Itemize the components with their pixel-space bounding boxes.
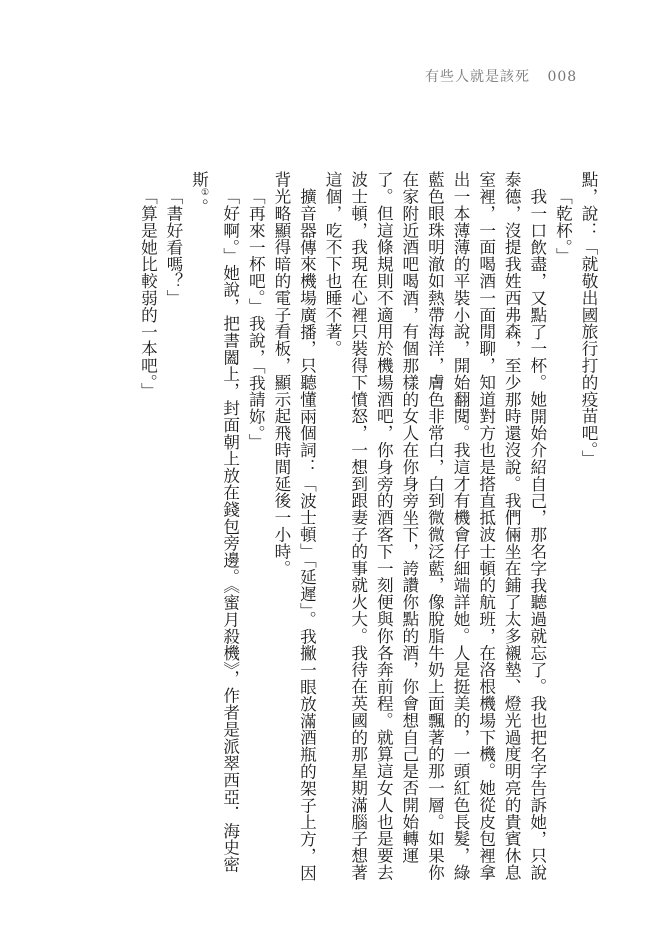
paragraph: 「再來一杯吧。」我說，「我請妳。」 xyxy=(246,187,266,450)
page-number: 008 xyxy=(547,69,578,85)
paragraph: 我一口飲盡，又點了一杯。她開始介紹自己，那名字我聽過就忘了。我也把名字告訴她，只說泰德，沒提我姓西弗森，至少那時還沒說。我們倆坐在鋪了太多襯墊、燈光過度明亮的貴賓休息室裡，一面喝酒一面閒聊，知道對方也是搭直抵波士頓的航班，在洛根機場下機。她從皮包裡拿出一本薄薄的平裝小說，開始翻閱。我這才有機會仔細端詳她。人是挺美的，一頭紅色長髮，綠藍色眼珠明澈如熱帶海洋，膚色非常白，白到微微泛藍，像脫脂牛奶上面飄著的那一層。如果你在家附近酒吧喝酒，有個那樣的女人在你身旁坐下，誇讚你點的酒，你會想自己是否開始轉運了。但這條規則不適用於機場酒吧，你身旁的酒客下一刻便與你各奔前程。就算這女人也是要去波士頓，我現在心裡只裝得下憤怒，一想到跟妻子的事就火大。我待在英國的那星期滿腦子想著這個，吃不下也睡不著。 xyxy=(323,171,547,881)
book-title: 有些人就是該死 xyxy=(425,69,530,85)
paragraph-with-footnote xyxy=(186,171,243,881)
paragraph-end: 。 xyxy=(189,198,209,216)
paragraph: 擴音器傳來機場廣播，只聽懂兩個詞：「波士頓」「延遲」。我撇一眼放滿酒瓶的架子上方，因背光略顯得暗的電子看板，顯示起飛時間延後一小時。 xyxy=(271,171,317,881)
paragraph-text: 「好啊。」她說，把書闔上，封面朝上放在錢包旁邊。《蜜月殺機》，作者是派翠西亞．海史密斯 xyxy=(189,171,240,873)
running-header xyxy=(425,66,600,86)
paragraph: 點，說：「就敬出國旅行打的疫苗吧。」 xyxy=(579,171,598,467)
paragraph: 「書好看嗎？」 xyxy=(163,187,183,306)
body-text xyxy=(61,171,601,881)
paragraph: 「乾杯。」 xyxy=(553,187,573,264)
footnote-mark: ① xyxy=(200,187,211,199)
paragraph: 「算是她比較弱的一本吧。」 xyxy=(138,187,158,399)
